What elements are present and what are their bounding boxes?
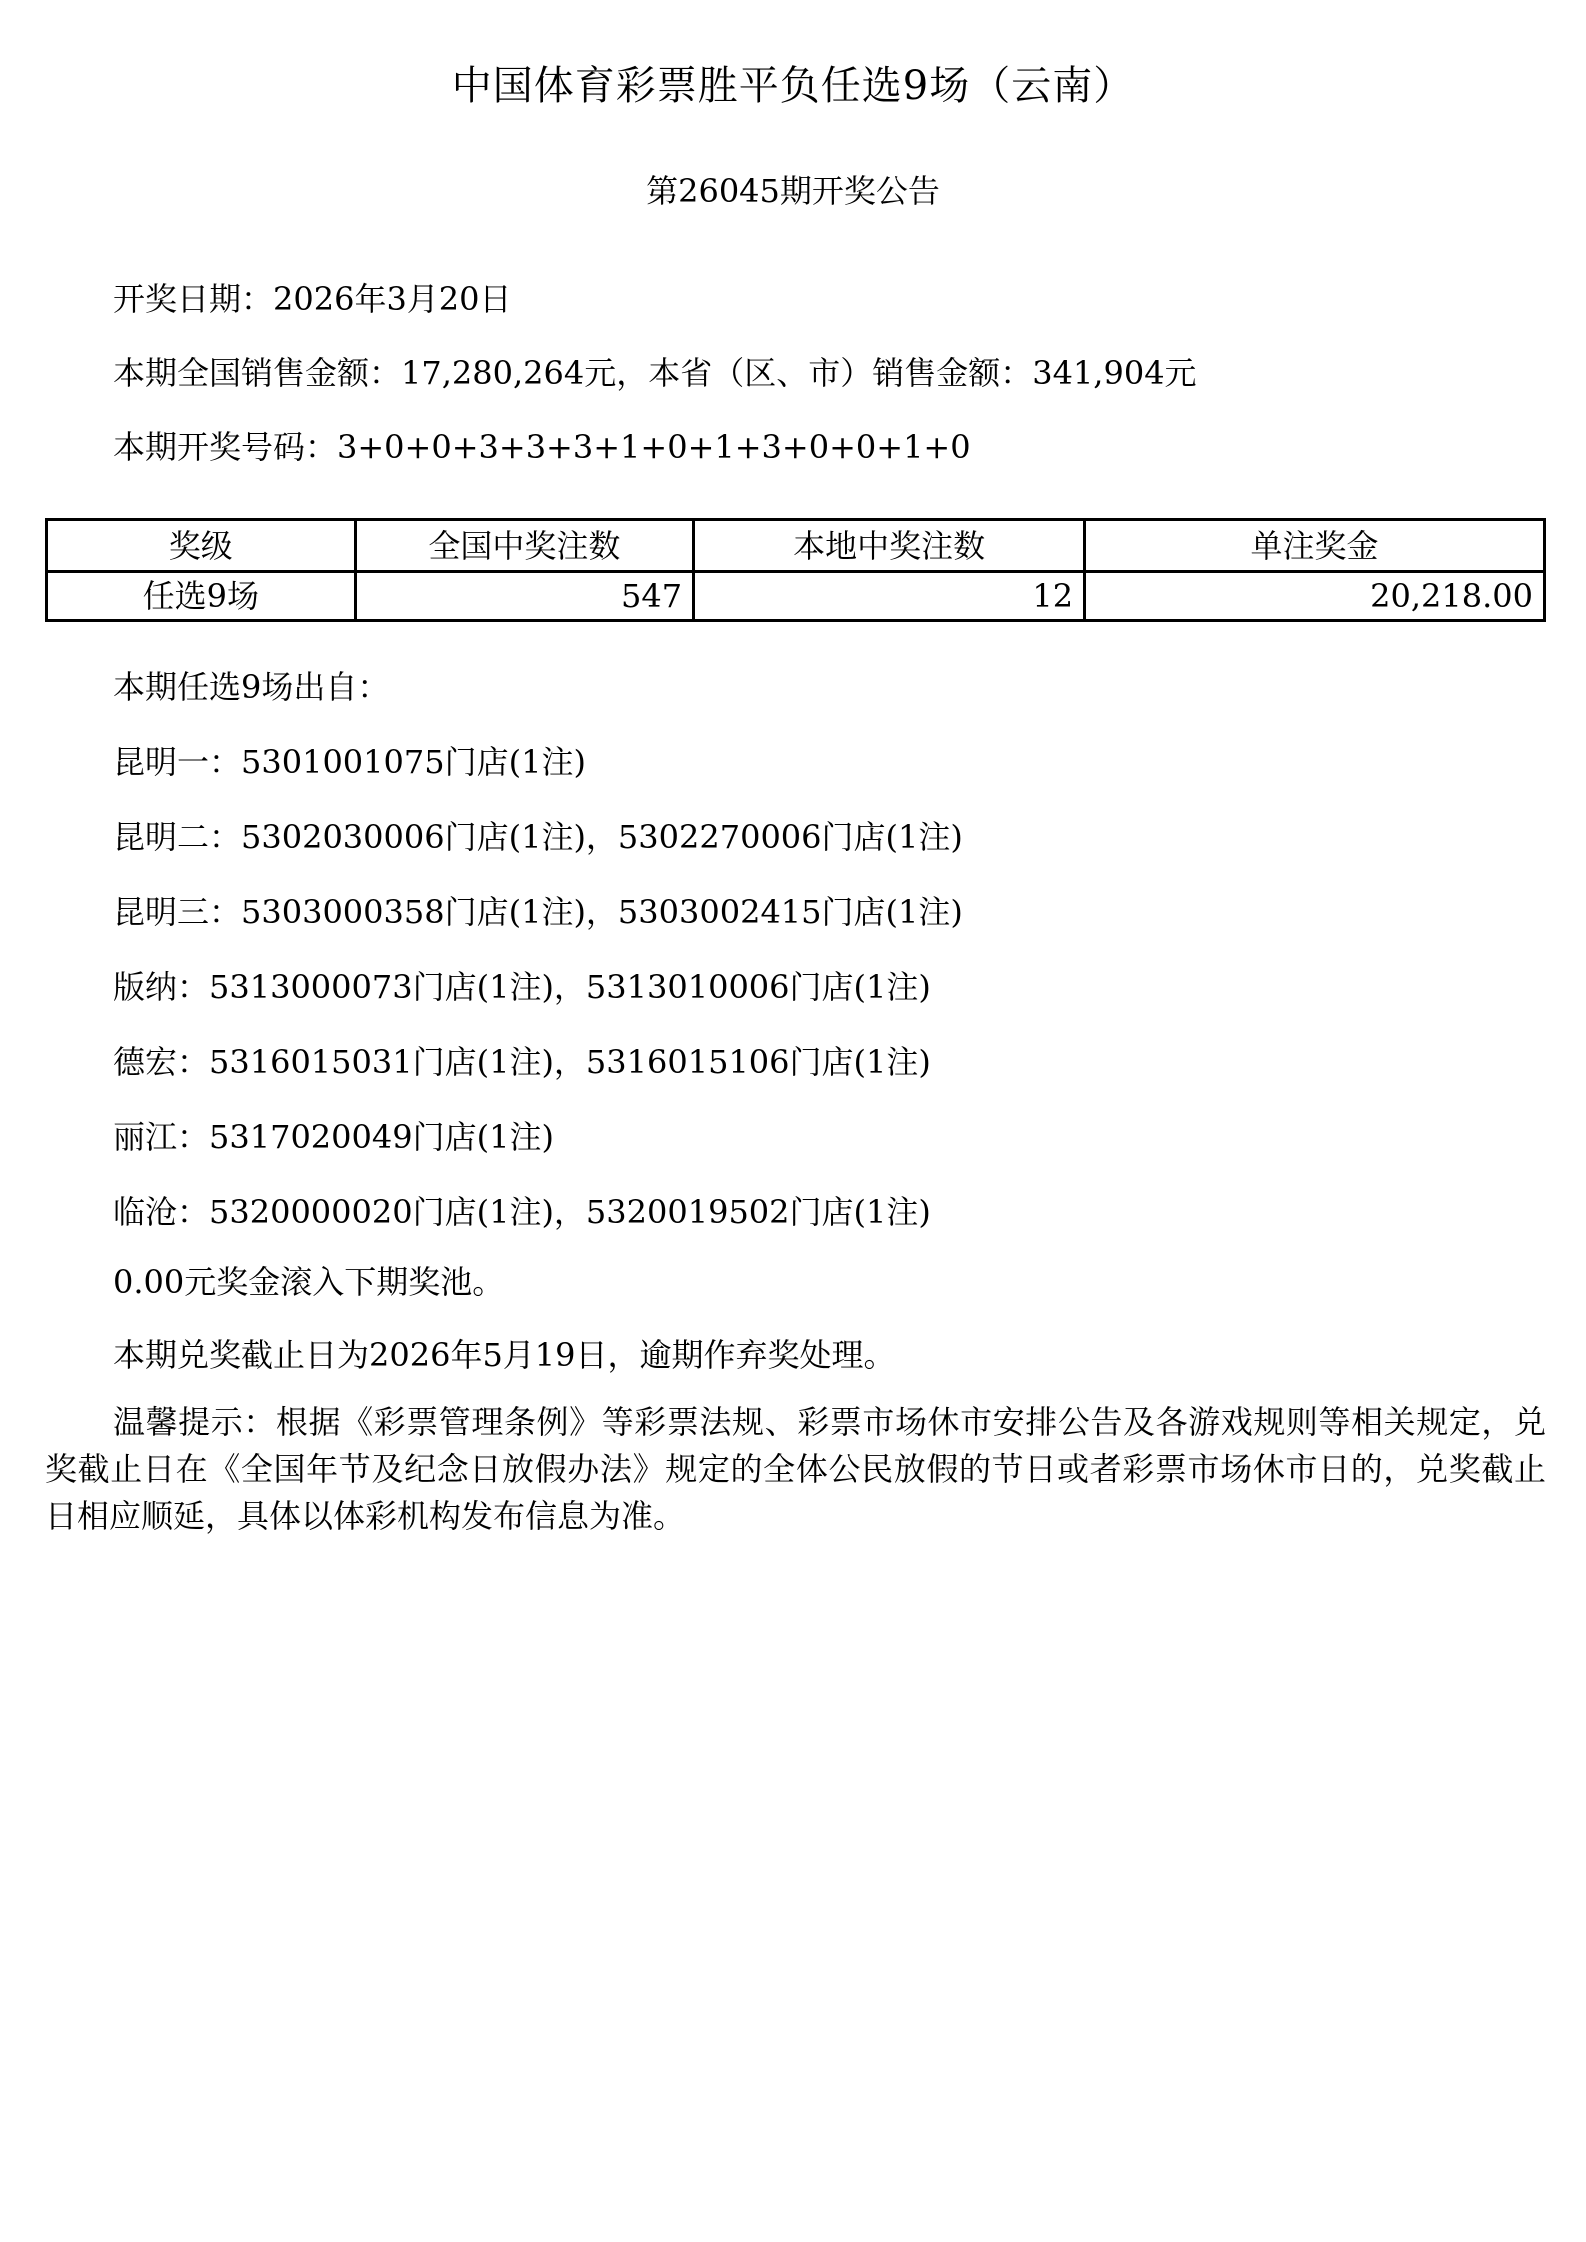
notice-paragraph: 温馨提示：根据《彩票管理条例》等彩票法规、彩票市场休市安排公告及各游戏规则等相关规定，兑奖截止日在《全国年节及纪念日放假办法》规定的全体公民放假的节日或者彩票市场休市日的，兑奖截止日相应顺延，具体以体彩机构发布信息为准。 (45, 1403, 1546, 1535)
winner-source-line-banna: 版纳：5313000073门店(1注)，5313010006门店(1注) (113, 968, 931, 1006)
sales-amount-line: 本期全国销售金额：17,280,264元，本省（区、市）销售金额：341,904元 (113, 354, 1197, 392)
cell-local-winning-bets: 12 (694, 572, 1085, 621)
prize-table-data-row (47, 572, 1545, 621)
deadline-line: 本期兑奖截止日为2026年5月19日，逾期作弃奖处理。 (113, 1336, 896, 1374)
draw-numbers-line: 本期开奖号码：3+0+0+3+3+3+1+0+1+3+0+0+1+0 (113, 428, 971, 466)
winners-intro-line: 本期任选9场出自： (113, 668, 390, 706)
cell-national-winning-bets: 547 (355, 572, 694, 621)
header-local-winning-bets: 本地中奖注数 (694, 520, 1085, 572)
page-title: 中国体育彩票胜平负任选9场（云南） (451, 63, 1135, 109)
winner-source-line-kunming2: 昆明二：5302030006门店(1注)，5302270006门店(1注) (113, 818, 963, 856)
cell-prize-level: 任选9场 (47, 572, 356, 621)
prize-table-header-row (47, 520, 1545, 572)
winner-source-line-dehong: 德宏：5316015031门店(1注)，5316015106门店(1注) (113, 1043, 931, 1081)
header-national-winning-bets: 全国中奖注数 (355, 520, 694, 572)
winner-source-line-kunming3: 昆明三：5303000358门店(1注)，5303002415门店(1注) (113, 893, 963, 931)
header-prize-level: 奖级 (47, 520, 356, 572)
winner-source-line-lijiang: 丽江：5317020049门店(1注) (113, 1118, 554, 1156)
document-body (45, 278, 1546, 1540)
header-prize-per-bet: 单注奖金 (1085, 520, 1545, 572)
issue-subtitle: 第26045期开奖公告 (646, 172, 940, 210)
rollover-line: 0.00元奖金滚入下期奖池。 (113, 1263, 505, 1301)
winner-source-line-lincang: 临沧：5320000020门店(1注)，5320019502门店(1注) (113, 1193, 931, 1231)
draw-date-line: 开奖日期：2026年3月20日 (113, 280, 512, 318)
prize-table (45, 518, 1546, 622)
winner-source-line-kunming1: 昆明一：5301001075门店(1注) (113, 743, 586, 781)
cell-prize-per-bet: 20,218.00 (1085, 572, 1545, 621)
